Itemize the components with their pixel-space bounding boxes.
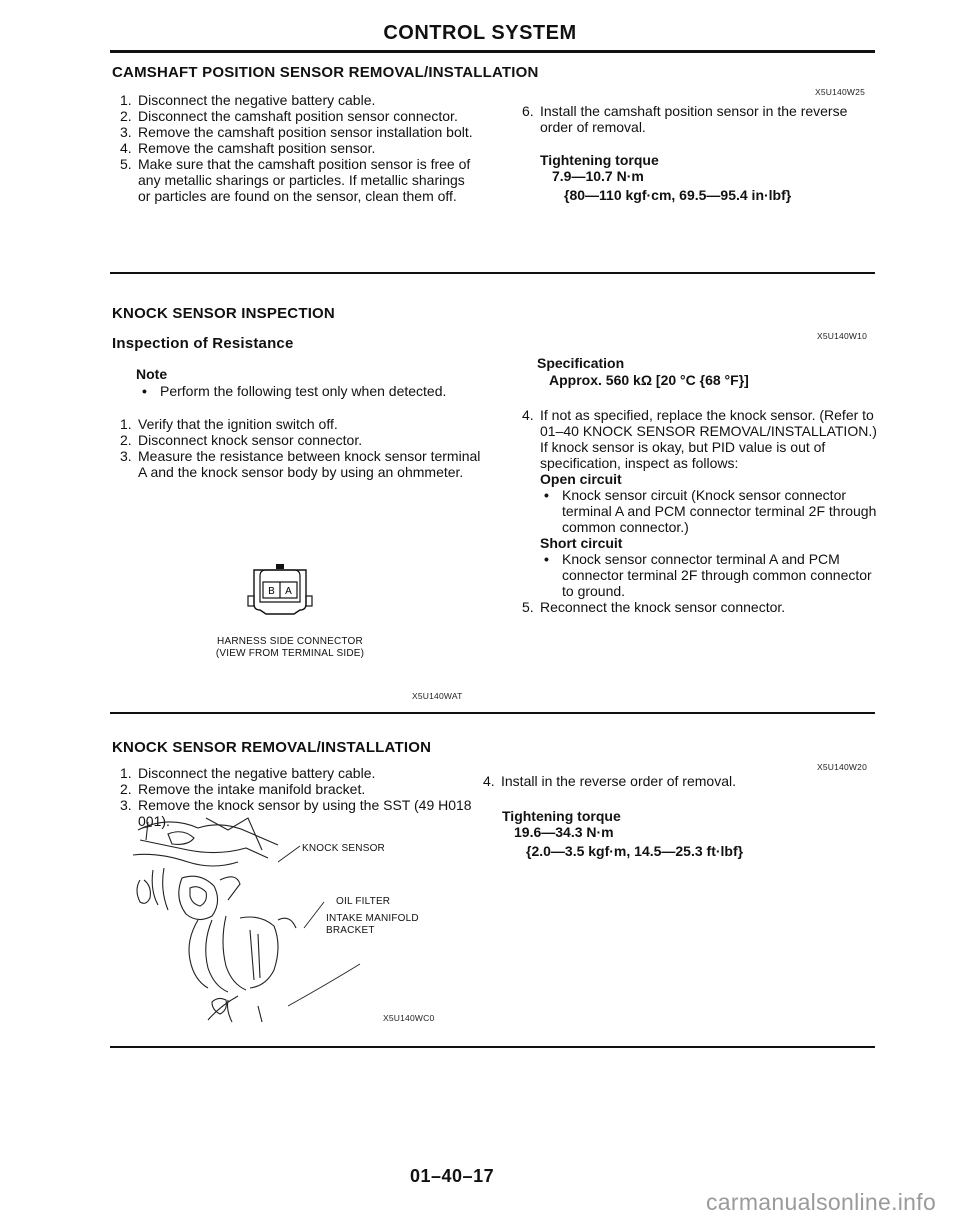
short-circuit-item: • Knock sensor connector terminal A and PCM connector terminal 2F through common connector to ground.: [544, 551, 872, 599]
list-item: 2. Disconnect knock sensor connector.: [120, 432, 363, 448]
list-item: 3. Remove the knock sensor by using the SST (49 H018 001).: [120, 797, 472, 829]
list-item: 2. Disconnect the camshaft position sensor connector.: [120, 108, 458, 124]
list-item: 3. Measure the resistance between knock sensor terminal A and the knock sensor body by using an ohmmeter.: [120, 448, 481, 480]
section-divider: [110, 712, 875, 714]
cam-torque-title: Tightening torque: [540, 152, 659, 168]
harness-connector-diagram: [240, 556, 330, 626]
oil-filter-label: OIL FILTER: [336, 896, 391, 907]
list-item: 5. Make sure that the camshaft position sensor is free of any metallic sharings or particles. If metallic sharings or particles are found on the sensor, clean them off.: [120, 156, 471, 204]
cam-torque-value: 7.9—10.7 N·m: [552, 168, 644, 184]
connector-caption: HARNESS SIDE CONNECTOR (VIEW FROM TERMINAL SIDE): [215, 636, 365, 659]
connector-figure-code: X5U140WAT: [412, 691, 463, 701]
cam-right-step: 6. Install the camshaft position sensor in the reverse order of removal.: [522, 103, 848, 135]
knock-sensor-label: KNOCK SENSOR: [302, 843, 385, 854]
knock-inspection-steps: [120, 416, 490, 480]
open-circuit-item: • Knock sensor circuit (Knock sensor connector terminal A and PCM connector terminal 2F through common connector.): [544, 487, 877, 535]
list-item: 4. Remove the camshaft position sensor.: [120, 140, 376, 156]
list-item: 2. Remove the intake manifold bracket.: [120, 781, 366, 797]
note-item: • Perform the following test only when detected.: [142, 383, 447, 399]
cam-section-code: X5U140W25: [815, 87, 865, 97]
cam-torque-value-imperial: {80—110 kgf·cm, 69.5—95.4 in·lbf}: [564, 187, 792, 203]
knock-inspection-subtitle: Inspection of Resistance: [112, 335, 294, 352]
intake-manifold-bracket-label: INTAKE MANIFOLD BRACKET: [326, 913, 419, 936]
removal-figure-code: X5U140WC0: [383, 1013, 435, 1023]
list-item: 1. Disconnect the negative battery cable.: [120, 765, 376, 781]
connector-pin-a: A: [285, 586, 292, 597]
watermark: carmanualsonline.info: [706, 1189, 937, 1215]
knock-inspection-step-4: 4. If not as specified, replace the knock sensor. (Refer to 01–40 KNOCK SENSOR REMOVAL/INSTALLATION.) If knock sensor is okay, but PID value is out of specification, inspect as follows: Open circuit • Knock sensor circuit (Knock sensor connector terminal A and PCM connector terminal 2F through common connector.) Short circuit • Knock sensor connector terminal A and PCM connector terminal 2F through common connector to ground. 5. Reconnect the knock sensor connector.: [522, 407, 882, 615]
knock-inspection-title: KNOCK SENSOR INSPECTION: [112, 305, 335, 322]
spec-title: Specification: [537, 355, 625, 371]
removal-torque-value: 19.6—34.3 N·m: [514, 824, 614, 840]
knock-inspection-code: X5U140W10: [817, 331, 867, 341]
open-circuit-title: Open circuit: [540, 471, 622, 487]
knock-removal-step-4: 4. Install in the reverse order of removal.: [483, 773, 736, 789]
header-rule: [110, 50, 875, 53]
section-divider: [110, 1046, 875, 1048]
page-header-title: CONTROL SYSTEM: [383, 22, 577, 44]
cam-section-title: CAMSHAFT POSITION SENSOR REMOVAL/INSTALLATION: [112, 64, 539, 81]
cam-left-steps: [120, 92, 480, 204]
list-item: 3. Remove the camshaft position sensor installation bolt.: [120, 124, 473, 140]
removal-torque-value-imperial: {2.0—3.5 kgf·m, 14.5—25.3 ft·lbf}: [526, 843, 744, 859]
knock-removal-code: X5U140W20: [817, 762, 867, 772]
short-circuit-title: Short circuit: [540, 535, 623, 551]
section-divider: [110, 272, 875, 274]
list-item: 1. Disconnect the negative battery cable.: [120, 92, 376, 108]
page-number: 01–40–17: [410, 1166, 495, 1186]
removal-torque-title: Tightening torque: [502, 808, 621, 824]
note-title: Note: [136, 366, 168, 382]
knock-removal-title: KNOCK SENSOR REMOVAL/INSTALLATION: [112, 739, 432, 756]
connector-pin-b: B: [268, 586, 275, 597]
list-item: 1. Verify that the ignition switch off.: [120, 416, 338, 432]
spec-value: Approx. 560 kΩ [20 °C {68 °F}]: [549, 372, 749, 388]
